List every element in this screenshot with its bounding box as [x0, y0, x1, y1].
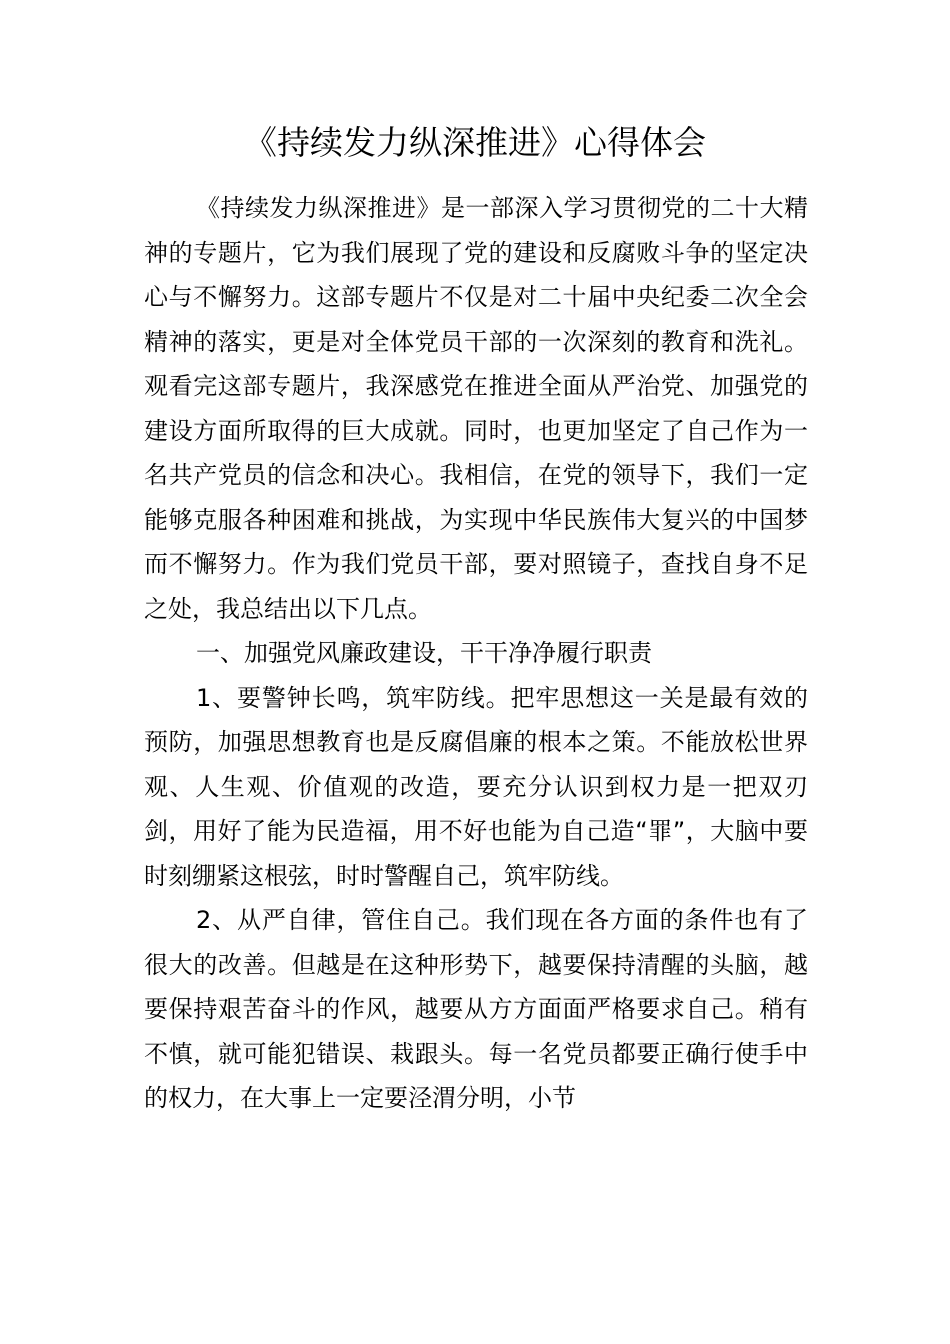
paragraph-intro: 《持续发力纵深推进》是一部深入学习贯彻党的二十大精神的专题片，它为我们展现了党的建设和反腐败斗争的坚定决心与不懈努力。这部专题片不仅是对二十届中央纪委二次全会精神的落实，更是对全体党员干部的一次深刻的教育和洗礼。观看完这部专题片，我深感党在推进全面从严治党、加强党的建设方面所取得的巨大成就。同时，也更加坚定了自己作为一名共产党员的信念和决心。我相信，在党的领导下，我们一定能够克服各种困难和挑战，为实现中华民族伟大复兴的中国梦而不懈努力。作为我们党员干部，要对照镜子，查找自身不足之处，我总结出以下几点。 [144, 194, 808, 623]
paragraph-point-1: 1、要警钟长鸣，筑牢防线。把牢思想这一关是最有效的预防，加强思想教育也是反腐倡廉的根本之策。不能放松世界观、人生观、价值观的改造，要充分认识到权力是一把双刃剑，用好了能为民造福，用不好也能为自己造“罪”，大脑中要时刻绷紧这根弦，时时警醒自己，筑牢防线。 [144, 683, 808, 890]
section-heading-1: 一、加强党风廉政建设，干干净净履行职责 [196, 639, 652, 667]
document-title: 《持续发力纵深推进》心得体会 [244, 123, 706, 162]
document-body [144, 186, 808, 1121]
paragraph-point-2: 2、从严自律，管住自己。我们现在各方面的条件也有了很大的改善。但越是在这种形势下，越要保持清醒的头脑，越要保持艰苦奋斗的作风，越要从方方面面严格要求自己。稍有不慎，就可能犯错误、栽跟头。每一名党员都要正确行使手中的权力，在大事上一定要泾渭分明，小节 [144, 906, 808, 1112]
